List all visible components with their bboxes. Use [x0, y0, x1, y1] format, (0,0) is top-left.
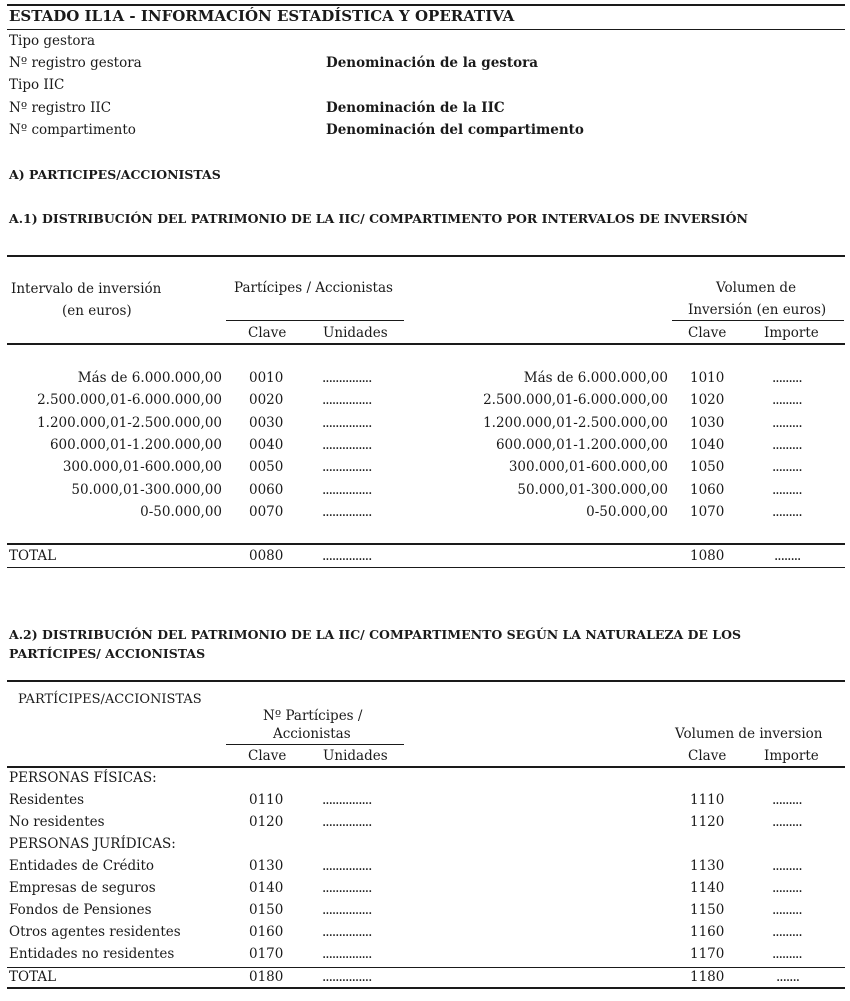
a2-total-clave-left: 0180: [249, 969, 284, 985]
a2-row-dots-left: ...............: [322, 902, 372, 918]
a2-row-dots-right: .........: [772, 792, 802, 808]
a2-row-clave-right: 1160: [690, 924, 725, 940]
a2-row-dots-right: .........: [772, 924, 802, 940]
a1-row-clave-right: 1040: [690, 436, 725, 453]
a2-row-dots-left: ...............: [322, 814, 372, 830]
a1-row-clave-right: 1070: [690, 503, 725, 520]
section-a2-heading-line1: A.2) DISTRIBUCIÓN DEL PATRIMONIO DE LA IIC/ COMPARTIMENTO SEGÚN LA NATURALEZA DE LOS: [9, 627, 742, 642]
title-rule: [7, 29, 845, 30]
a1-row-clave-right: 1020: [690, 392, 725, 409]
a2-row-label: Residentes: [9, 792, 85, 808]
a2-row-label: Otros agentes residentes: [9, 924, 181, 940]
a1-header-bottom-rule: [7, 343, 845, 345]
a1-col-participes: Partícipes / Accionistas: [234, 280, 393, 296]
a1-row-dots-left: ...............: [322, 414, 372, 431]
a2-row-clave-right: 1130: [690, 858, 725, 874]
a2-row-dots-left: ...............: [322, 924, 372, 940]
a1-row-interval-left: 600.000,01-1.200.000,00: [49, 436, 222, 453]
a1-row-dots-left: ...............: [322, 370, 372, 386]
a1-col-clave-right: Clave: [688, 325, 727, 341]
a2-row-label: Empresas de seguros: [9, 880, 156, 896]
tipo-gestora-label: Tipo gestora: [9, 33, 95, 49]
a1-row-clave-left: 0020: [249, 392, 284, 409]
a1-row-dots-right: .........: [772, 370, 802, 386]
a1-volumen-underline: [672, 320, 844, 321]
a2-col-clave-right: Clave: [688, 748, 727, 764]
section-a1-heading: A.1) DISTRIBUCIÓN DEL PATRIMONIO DE LA IIC/ COMPARTIMENTO POR INTERVALOS DE INVERSIÓN: [9, 211, 748, 226]
a1-total-clave-left: 0080: [249, 548, 284, 564]
a1-row-dots-left: ...............: [322, 392, 372, 409]
a2-row-label: Entidades no residentes: [9, 946, 175, 962]
a1-row-dots-left: ...............: [322, 503, 372, 520]
a1-col-importe: Importe: [764, 325, 819, 341]
a1-row-dots-left: ...............: [322, 436, 372, 453]
a1-total-dots-left: ...............: [322, 548, 372, 564]
a1-row-interval-right: 50.000,01-300.000,00: [517, 481, 668, 498]
a1-total-label: TOTAL: [9, 548, 57, 564]
a2-row-dots-right: .........: [772, 902, 802, 918]
a1-row-clave-left: 0010: [249, 370, 284, 386]
a2-row-clave-right: 1170: [690, 946, 725, 962]
a2-row-label: No residentes: [9, 814, 105, 830]
a1-col-clave: Clave: [248, 325, 287, 341]
a1-row-clave-left: 0030: [249, 414, 284, 431]
a2-table-top-rule: [7, 680, 845, 682]
n-registro-iic-label: Nº registro IIC: [9, 100, 112, 116]
a1-table-top-rule: [7, 255, 845, 257]
denominacion-iic-label: Denominación de la IIC: [326, 100, 505, 116]
a1-row-dots-right: .........: [772, 436, 802, 453]
a1-row-interval-left: 0-50.000,00: [140, 503, 222, 520]
a1-row-dots-left: ...............: [322, 481, 372, 498]
a1-col-intervalo-line2: (en euros): [62, 303, 132, 319]
a2-row-clave-left: 0160: [249, 924, 284, 940]
a1-row-interval-right: Más de 6.000.000,00: [523, 370, 668, 386]
a1-total-bottom-rule: [7, 567, 845, 568]
a2-row-dots-right: .........: [772, 880, 802, 896]
a1-row-clave-left: 0060: [249, 481, 284, 498]
a1-row-interval-left: 50.000,01-300.000,00: [71, 481, 222, 498]
a2-row-label: Entidades de Crédito: [9, 858, 155, 874]
a2-row-clave-right: 1110: [690, 792, 725, 808]
section-a-heading: A) PARTICIPES/ACCIONISTAS: [9, 167, 221, 182]
n-registro-gestora-label: Nº registro gestora: [9, 55, 142, 71]
a1-row-dots-right: .........: [772, 414, 802, 431]
a2-total-bottom-rule: [7, 987, 845, 989]
section-a2-heading-line2: PARTÍCIPES/ ACCIONISTAS: [9, 646, 206, 661]
denominacion-gestora-label: Denominación de la gestora: [326, 55, 538, 71]
n-compartimento-label: Nº compartimento: [9, 122, 136, 138]
a2-row-clave-right: 1140: [690, 880, 725, 896]
a2-row-clave-right: 1120: [690, 814, 725, 830]
a2-col-unidades: Unidades: [323, 748, 388, 764]
a1-row-clave-right: 1030: [690, 414, 725, 431]
denominacion-compartimento-label: Denominación del compartimento: [326, 122, 584, 138]
a2-row-clave-left: 0140: [249, 880, 284, 896]
a2-col-n-participes-line2: Accionistas: [273, 726, 351, 742]
a2-row-dots-left: ...............: [322, 858, 372, 874]
a2-row-dots-left: ...............: [322, 946, 372, 962]
a2-row-clave-right: 1150: [690, 902, 725, 918]
a2-row-clave-left: 0110: [249, 792, 284, 808]
a2-row-dots-left: ...............: [322, 880, 372, 896]
a1-row-dots-right: .........: [772, 392, 802, 409]
a2-col-volumen: Volumen de inversion: [675, 726, 823, 742]
a1-row-clave-left: 0050: [249, 459, 284, 476]
a1-row-interval-left: 2.500.000,01-6.000.000,00: [37, 392, 222, 409]
a1-col-volumen-line1: Volumen de: [716, 280, 797, 296]
a1-row-interval-right: 1.200.000,01-2.500.000,00: [483, 414, 668, 431]
a2-total-dots-left: ...............: [322, 969, 372, 985]
a1-total-clave-right: 1080: [690, 548, 725, 564]
tipo-iic-label: Tipo IIC: [9, 77, 65, 93]
a2-col-participes: PARTÍCIPES/ACCIONISTAS: [18, 692, 202, 707]
a2-personas-fisicas-heading: PERSONAS FÍSICAS:: [9, 770, 157, 786]
a2-personas-juridicas-heading: PERSONAS JURÍDICAS:: [9, 836, 176, 852]
a2-row-clave-left: 0120: [249, 814, 284, 830]
a1-total-top-rule: [7, 543, 845, 545]
a2-row-dots-right: .........: [772, 946, 802, 962]
a1-row-dots-right: .........: [772, 503, 802, 520]
a1-row-interval-right: 600.000,01-1.200.000,00: [495, 436, 668, 453]
a1-row-dots-left: ...............: [322, 459, 372, 476]
a1-row-clave-right: 1050: [690, 459, 725, 476]
a2-row-dots-right: .........: [772, 858, 802, 874]
a2-header-bottom-rule: [7, 766, 845, 768]
a1-row-clave-left: 0070: [249, 503, 284, 520]
a1-row-dots-right: .........: [772, 481, 802, 498]
a1-col-unidades: Unidades: [323, 325, 388, 341]
a2-col-importe: Importe: [764, 748, 819, 764]
a1-row-clave-right: 1060: [690, 481, 725, 498]
a1-row-clave-right: 1010: [690, 370, 725, 386]
a1-participes-underline: [226, 320, 404, 321]
a2-row-label: Fondos de Pensiones: [9, 902, 152, 918]
a1-col-volumen-line2: Inversión (en euros): [688, 302, 827, 318]
a1-row-interval-right: 0-50.000,00: [586, 503, 668, 520]
a2-total-clave-right: 1180: [690, 969, 725, 985]
a2-row-dots-left: ...............: [322, 792, 372, 808]
a1-col-intervalo-line1: Intervalo de inversión: [11, 281, 162, 297]
a1-total-dots-right: ........: [774, 548, 801, 564]
a2-col-clave: Clave: [248, 748, 287, 764]
a2-row-dots-right: .........: [772, 814, 802, 830]
top-rule: [7, 4, 845, 6]
a1-row-dots-right: .........: [772, 459, 802, 476]
a1-row-interval-right: 300.000,01-600.000,00: [508, 459, 668, 476]
a2-row-clave-left: 0130: [249, 858, 284, 874]
a1-row-interval-left: 300.000,01-600.000,00: [62, 459, 222, 476]
a1-row-interval-left: 1.200.000,01-2.500.000,00: [37, 414, 222, 431]
page-title: ESTADO IL1A - INFORMACIÓN ESTADÍSTICA Y OPERATIVA: [9, 7, 515, 25]
a2-participes-underline: [226, 744, 404, 745]
a2-col-n-participes-line1: Nº Partícipes /: [263, 708, 363, 724]
a2-row-clave-left: 0170: [249, 946, 284, 962]
a1-row-interval-right: 2.500.000,01-6.000.000,00: [483, 392, 668, 409]
a1-row-interval-left: Más de 6.000.000,00: [77, 370, 222, 386]
a2-total-top-rule: [7, 967, 845, 968]
a1-row-clave-left: 0040: [249, 436, 284, 453]
a2-total-dots-right: .......: [776, 969, 800, 985]
a2-total-label: TOTAL: [9, 969, 57, 985]
a2-row-clave-left: 0150: [249, 902, 284, 918]
